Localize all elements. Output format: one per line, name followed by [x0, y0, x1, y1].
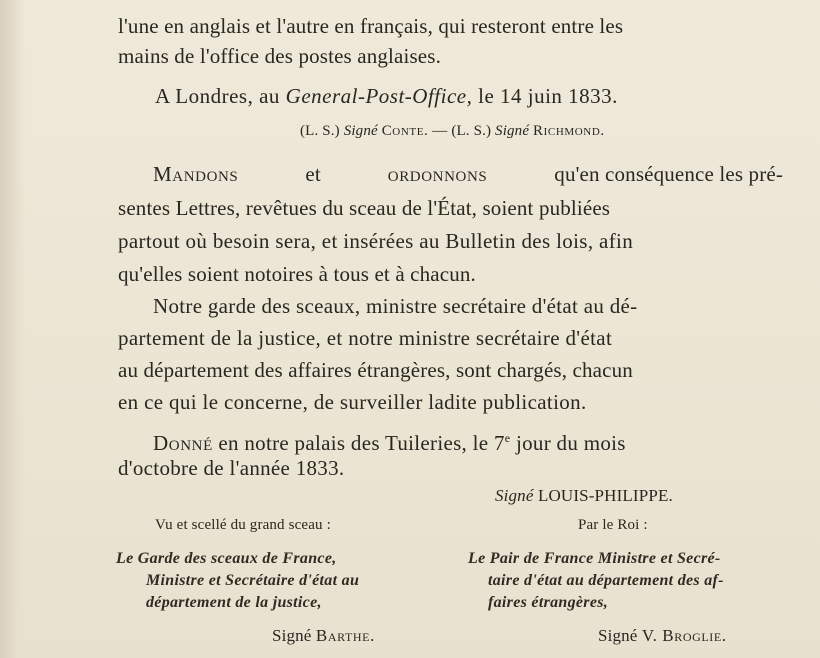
signe-word-king: Signé [495, 486, 534, 505]
paragraph-2-line-4 [118, 390, 587, 414]
left-block-line-3: département de la justice, [146, 594, 322, 611]
london-date: le 14 juin 1833. [478, 84, 618, 108]
seal-mark-1: (L. S.) [300, 123, 340, 139]
page-gutter-shadow [0, 0, 26, 658]
signatures-line-1 [300, 122, 605, 140]
text-line-2 [118, 44, 441, 68]
signe-word-1: Signé [343, 123, 378, 139]
paragraph-1-line-3 [118, 229, 633, 253]
word-mandons: Mandons [153, 162, 239, 186]
paragraph-2-line-4-content: en ce qui le concerne, de surveiller ladite publication. [118, 390, 587, 414]
paragraph-1-line-4-content: qu'elles soient notoires à tous et à chacun. [118, 262, 476, 286]
signature-richmond: Richmond. [533, 123, 605, 139]
signe-word-barthe: Signé [272, 626, 312, 645]
text-line-1 [118, 14, 782, 38]
paragraph-2-line-3-content: au département des affaires étrangères, sont chargés, chacun [118, 358, 633, 382]
paragraph-3-line-1-rest: en notre palais des Tuileries, le 7 [218, 431, 505, 455]
par-le-roi-label [578, 516, 648, 534]
signature-broglie: V. Broglie. [641, 626, 727, 645]
paragraph-2-line-2 [118, 326, 612, 350]
paragraph-1-line-1 [153, 162, 783, 186]
london-prefix: A Londres, au [155, 84, 280, 108]
paragraph-1-line-1-rest: qu'en conséquence les pré- [554, 162, 783, 186]
paragraph-1-line-3-content: partout où besoin sera, et insérées au Bulletin des lois, afin [118, 229, 634, 253]
vu-label-text: Vu et scellé du grand sceau : [155, 517, 331, 533]
london-place: General-Post-Office, [285, 84, 473, 108]
paragraph-2-line-1-content: Notre garde des sceaux, ministre secrétaire d'état au dé- [153, 294, 638, 318]
signe-word-2: Signé [495, 123, 530, 139]
left-block-line-2: Ministre et Secrétaire d'état au [146, 572, 360, 589]
par-le-roi-text: Par le Roi : [578, 517, 648, 533]
paragraph-1-line-2-content: sentes Lettres, revêtues du sceau de l'État, soient publiées [118, 196, 611, 220]
left-block-line-1: Le Garde des sceaux de France, [116, 550, 337, 567]
signature-barthe: Barthe. [315, 626, 375, 645]
king-name: LOUIS-PHILIPPE. [537, 486, 673, 505]
word-ordonnons: ordonnons [387, 162, 488, 186]
paragraph-2-line-2-content: partement de la justice, et notre ministre secrétaire d'état [118, 326, 613, 350]
signature-broglie-line [598, 626, 727, 646]
paragraph-3-line-1 [153, 426, 626, 455]
paragraph-2-line-3 [118, 358, 633, 382]
text-line-1-content: l'une en anglais et l'autre en français, qui resteront entre les [118, 14, 624, 38]
paragraph-3-line-1-end: jour du mois [515, 431, 626, 455]
dash-separator: — [432, 123, 448, 139]
signature-conte: Conte. [381, 123, 429, 139]
signature-barthe-line [272, 626, 375, 646]
paragraph-1-line-4 [118, 262, 476, 286]
king-signature-line [495, 486, 673, 506]
right-block-line-1: Le Pair de France Ministre et Secré- [468, 550, 721, 567]
signe-word-broglie: Signé [598, 626, 638, 645]
paragraph-2-line-1 [153, 294, 637, 318]
word-et: et [305, 162, 321, 186]
seal-mark-2: (L. S.) [451, 123, 492, 139]
paragraph-3-line-2-content: d'octobre de l'année 1833. [118, 456, 345, 480]
right-block-line-3: faires étrangères, [488, 594, 609, 611]
right-block-line-2: taire d'état au département des af- [488, 572, 724, 589]
vu-et-scelle-label [155, 516, 331, 534]
london-date-line [155, 84, 618, 108]
text-line-2-content: mains de l'office des postes anglaises. [118, 44, 442, 68]
right-signatory-block [468, 548, 798, 614]
left-signatory-block [116, 548, 456, 614]
superscript-e: e [504, 431, 511, 445]
paragraph-1-line-2 [118, 196, 783, 220]
word-donne: Donné [153, 431, 213, 455]
paragraph-3-line-2 [118, 456, 344, 480]
